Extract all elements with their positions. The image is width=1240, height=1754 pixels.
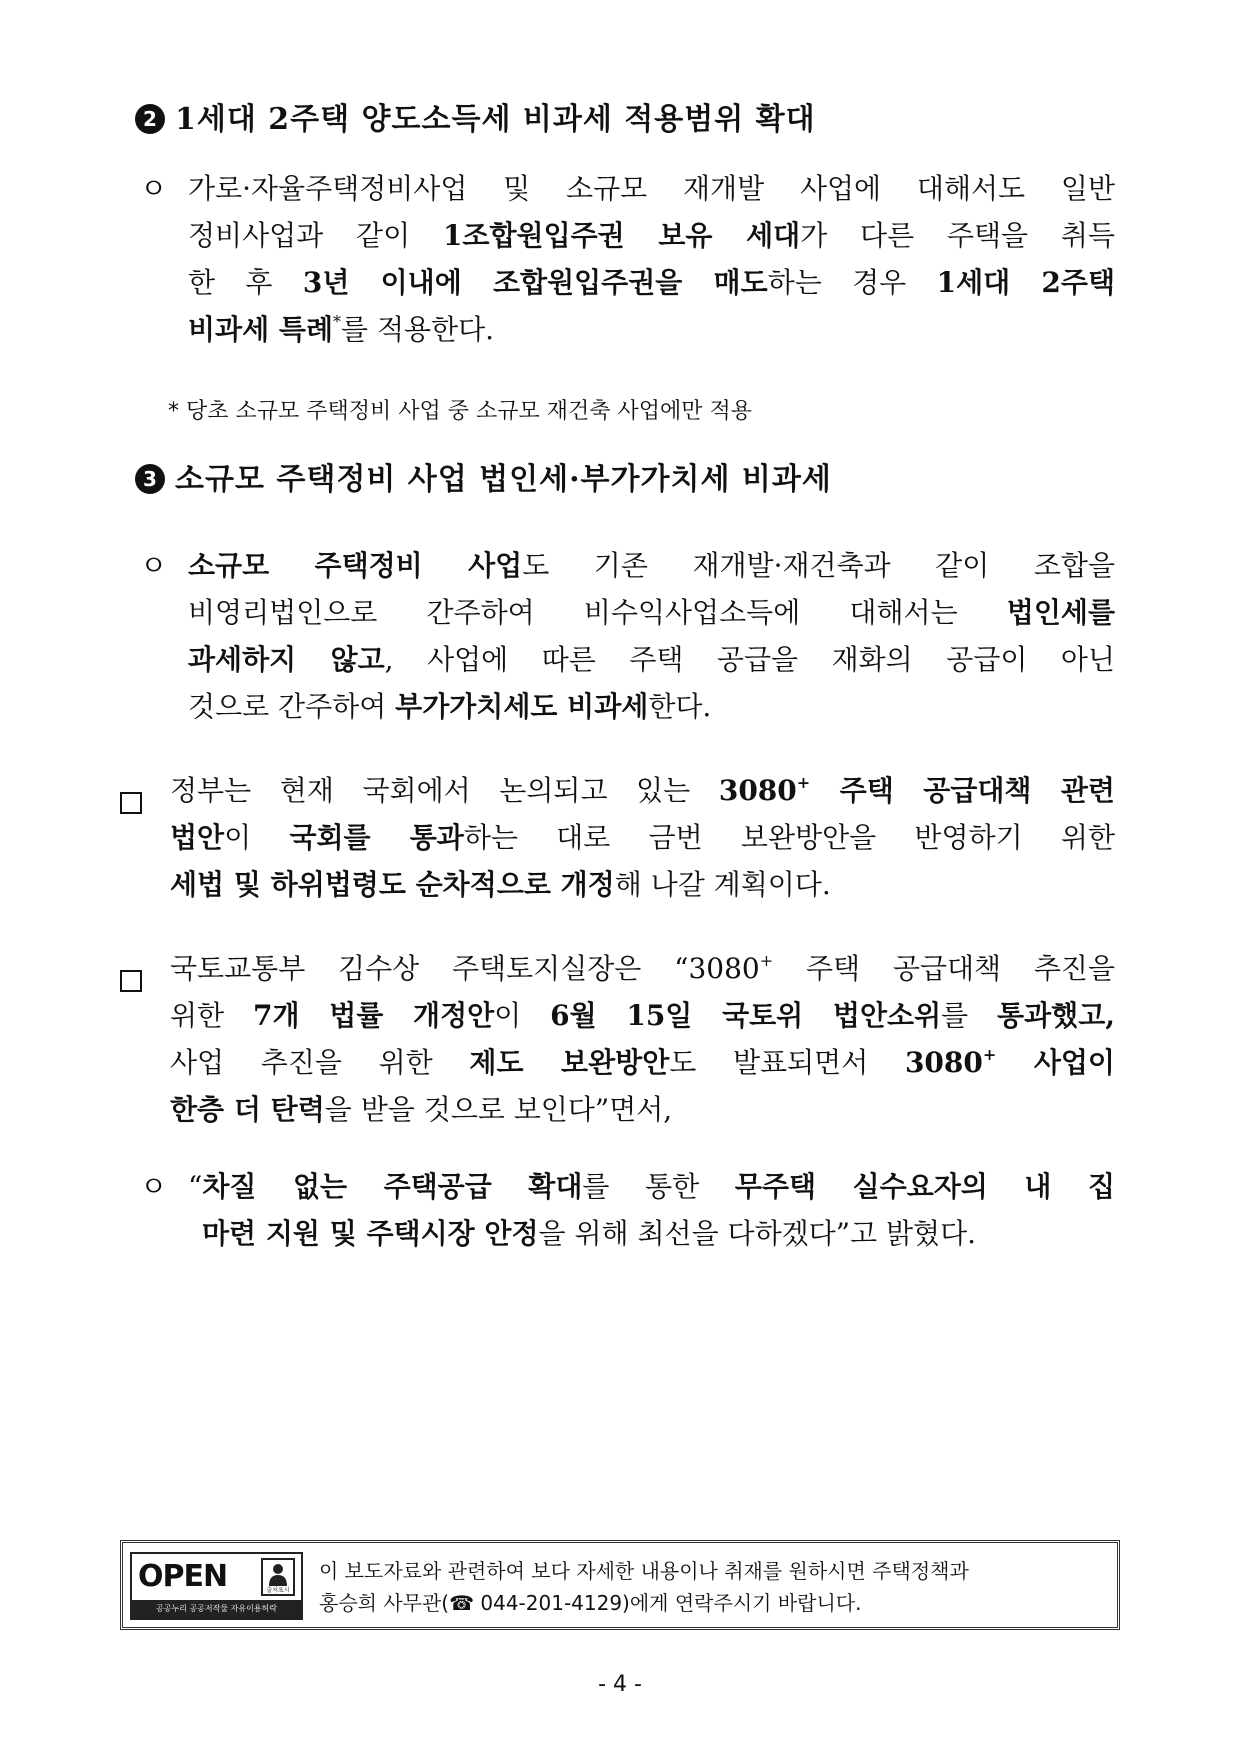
section-3-title: 소규모 주택정비 사업 법인세·부가가치세 비과세: [175, 462, 832, 497]
circle-bullet-icon: ㅇ: [140, 549, 168, 582]
section-2-bullet: [140, 165, 1115, 353]
checkbox-square-icon: [120, 792, 142, 814]
text-line: 소규모 주택정비 사업도 기존 재개발·재건축과 같이 조합을: [188, 549, 1115, 582]
text-line: 세법 및 하위법령도 순차적으로 개정해 나갈 계획이다.: [170, 868, 831, 901]
section-2-title: 1세대 2주택 양도소득세 비과세 적용범위 확대: [175, 102, 816, 137]
text-line: 한 후 3년 이내에 조합원입주권을 매도하는 경우 1세대 2주택: [188, 266, 1115, 299]
contact-box: [120, 1540, 1120, 1630]
page-number: - 4 -: [598, 1672, 642, 1697]
text-line: 것으로 간주하여 부가가치세도 비과세한다.: [188, 690, 712, 723]
text-line: 과세하지 않고, 사업에 따른 주택 공급을 재화의 공급이 아닌: [188, 643, 1115, 676]
text-line: 법안이 국회를 통과하는 대로 금번 보완방안을 반영하기 위한: [170, 821, 1115, 854]
phone-icon: ☎: [449, 1591, 475, 1615]
section-2-number-icon: 2: [135, 104, 165, 134]
person-icon: [261, 1558, 295, 1596]
section-3-heading: [135, 460, 832, 500]
logo-bar-text: 공공누리 공공저작물 자유이용허락: [132, 1600, 301, 1618]
text-line: 비과세 특례*를 적용한다.: [188, 312, 495, 346]
quote-bullet: [140, 1163, 1115, 1257]
checkbox-square-icon: [120, 970, 142, 992]
text-line: 정비사업과 같이 1조합원입주권 보유 세대가 다른 주택을 취득: [188, 219, 1115, 252]
text-line: 사업 추진을 위한 제도 보완방안도 발표되면서 3080+ 사업이: [170, 1045, 1115, 1079]
contact-line: 홍승희 사무관(☎ 044-201-4129)에게 연락주시기 바랍니다.: [319, 1591, 862, 1615]
open-license-logo: [130, 1552, 303, 1620]
logo-sub-text: 출처표시: [266, 1587, 290, 1594]
paragraph-government-plan: [120, 767, 1115, 908]
text-line: 한층 더 탄력을 받을 것으로 보인다”면서,: [170, 1093, 673, 1126]
text-line: 가로·자율주택정비사업 및 소규모 재개발 사업에 대해서도 일반: [188, 172, 1115, 205]
text-line: 마련 지원 및 주택시장 안정을 위해 최선을 다하겠다”고 밝혔다.: [202, 1217, 977, 1250]
open-logo-text: OPEN: [138, 1559, 228, 1594]
text-line: 위한 7개 법률 개정안이 6월 15일 국토위 법안소위를 통과했고,: [170, 999, 1115, 1032]
contact-text: [319, 1555, 969, 1619]
circle-bullet-icon: ㅇ: [140, 1170, 168, 1203]
circle-bullet-icon: ㅇ: [140, 172, 168, 205]
text-line: “차질 없는 주택공급 확대를 통한 무주택 실수요자의 내 집: [188, 1170, 1115, 1203]
contact-line: 이 보도자료와 관련하여 보다 자세한 내용이나 취재를 원하시면 주택정책과: [319, 1559, 969, 1583]
text-line: 비영리법인으로 간주하여 비수익사업소득에 대해서는 법인세를: [188, 596, 1115, 629]
paragraph-ministry-statement: [120, 945, 1115, 1133]
section-3-number-icon: 3: [135, 464, 165, 494]
text-line: 정부는 현재 국회에서 논의되고 있는 3080+ 주택 공급대책 관련: [170, 773, 1115, 807]
footnote: * 당초 소규모 주택정비 사업 중 소규모 재건축 사업에만 적용: [168, 399, 752, 424]
section-3-bullet: [140, 542, 1115, 730]
section-2-heading: [135, 100, 816, 140]
text-line: 국토교통부 김수상 주택토지실장은 “3080+ 주택 공급대책 추진을: [170, 951, 1116, 985]
